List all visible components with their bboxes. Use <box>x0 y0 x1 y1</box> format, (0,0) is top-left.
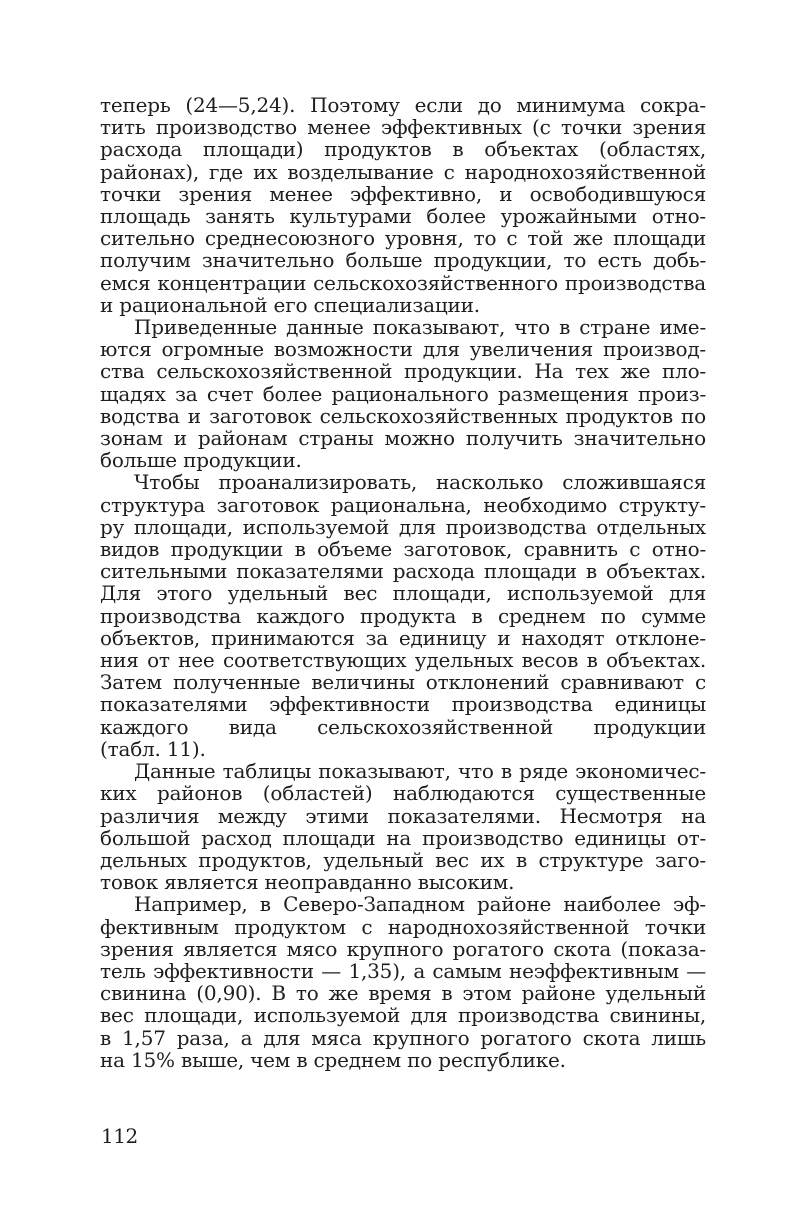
text-line: Чтобы проанализировать, насколько сложившаяся <box>134 470 706 495</box>
text-line: и рациональной его специализации. <box>100 292 480 317</box>
text-line: товок является неоправданно высоким. <box>100 870 515 895</box>
text-line: тель эффективности — 1,35), а самым неэффективным — <box>100 958 706 983</box>
text-line: (табл. 11). <box>100 736 206 761</box>
paragraph <box>100 316 706 471</box>
paragraph <box>100 471 706 760</box>
text-line: видов продукции в объеме заготовок, сравнить с отно- <box>100 537 706 562</box>
text-line: на 15% выше, чем в среднем по республике. <box>100 1047 566 1072</box>
text-line: тить производство менее эффективных (с точки зрения <box>100 115 706 140</box>
text-line: вес площади, используемой для производства свинины, <box>100 1003 706 1028</box>
text-line: ния от нее соответствующих удельных весов в объектах. <box>100 648 706 673</box>
paragraph <box>100 760 706 893</box>
text-line: ются огромные возможности для увеличения производ- <box>100 337 706 362</box>
text-line: сительно среднесоюзного уровня, то с той же площади <box>100 226 706 251</box>
paragraph <box>100 893 706 1071</box>
text-line: зрения является мясо крупного рогатого скота (показа- <box>100 936 706 961</box>
text-line: каждого вида сельскохозяйственной продукции <box>100 714 706 739</box>
text-line: теперь (24—5,24). Поэтому если до минимума сокра- <box>100 93 706 117</box>
text-line: Например, в Северо-Западном районе наиболее эф- <box>134 892 706 917</box>
text-line: больше продукции. <box>100 448 302 473</box>
text-line: районах), где их возделывание с народнохозяйственной <box>100 159 706 184</box>
text-line: ких районов (областей) наблюдаются существенные <box>100 781 706 806</box>
text-line: в 1,57 раза, а для мяса крупного рогатого скота лишь <box>100 1025 706 1050</box>
body-text <box>100 94 706 1071</box>
text-line: Приведенные данные показывают, что в стране име- <box>134 315 706 340</box>
text-line: площадь занять культурами более урожайными отно- <box>100 204 706 229</box>
text-line: ру площади, используемой для производства отдельных <box>100 514 706 539</box>
text-line: Для этого удельный вес площади, используемой для <box>100 581 706 606</box>
text-line: фективным продуктом с народнохозяйственной точки <box>100 914 706 939</box>
text-line: водства и заготовок сельскохозяйственных продуктов по <box>100 403 706 428</box>
page-number: 112 <box>101 1124 138 1148</box>
text-line: сительными показателями расхода площади в объектах. <box>100 559 706 584</box>
text-line: точки зрения менее эффективно, и освободившуюся <box>100 181 706 206</box>
text-line: большой расход площади на производство единицы от- <box>100 825 706 850</box>
text-line: производства каждого продукта в среднем по сумме <box>100 603 706 628</box>
text-line: Данные таблицы показывают, что в ряде экономичес- <box>134 759 706 784</box>
text-line: объектов, принимаются за единицу и находят отклоне- <box>100 625 706 650</box>
text-line: ства сельскохозяйственной продукции. На тех же пло- <box>100 359 706 384</box>
text-line: емся концентрации сельскохозяйственного производства <box>100 270 706 295</box>
text-line: Затем полученные величины отклонений сравнивают с <box>100 670 706 695</box>
text-line: расхода площади) продуктов в объектах (областях, <box>100 137 706 162</box>
text-line: щадях за счет более рационального размещения произ- <box>100 381 706 406</box>
text-line: дельных продуктов, удельный вес их в структуре заго- <box>100 847 706 872</box>
text-line: различия между этими показателями. Несмотря на <box>100 803 706 828</box>
text-line: показателями эффективности производства единицы <box>100 692 706 717</box>
text-line: свинина (0,90). В то же время в этом районе удельный <box>100 981 706 1006</box>
text-line: структура заготовок рациональна, необходимо структу- <box>100 492 706 517</box>
text-line: зонам и районам страны можно получить значительно <box>100 426 706 451</box>
text-line: получим значительно больше продукции, то есть добь- <box>100 248 706 273</box>
paragraph <box>100 94 706 316</box>
